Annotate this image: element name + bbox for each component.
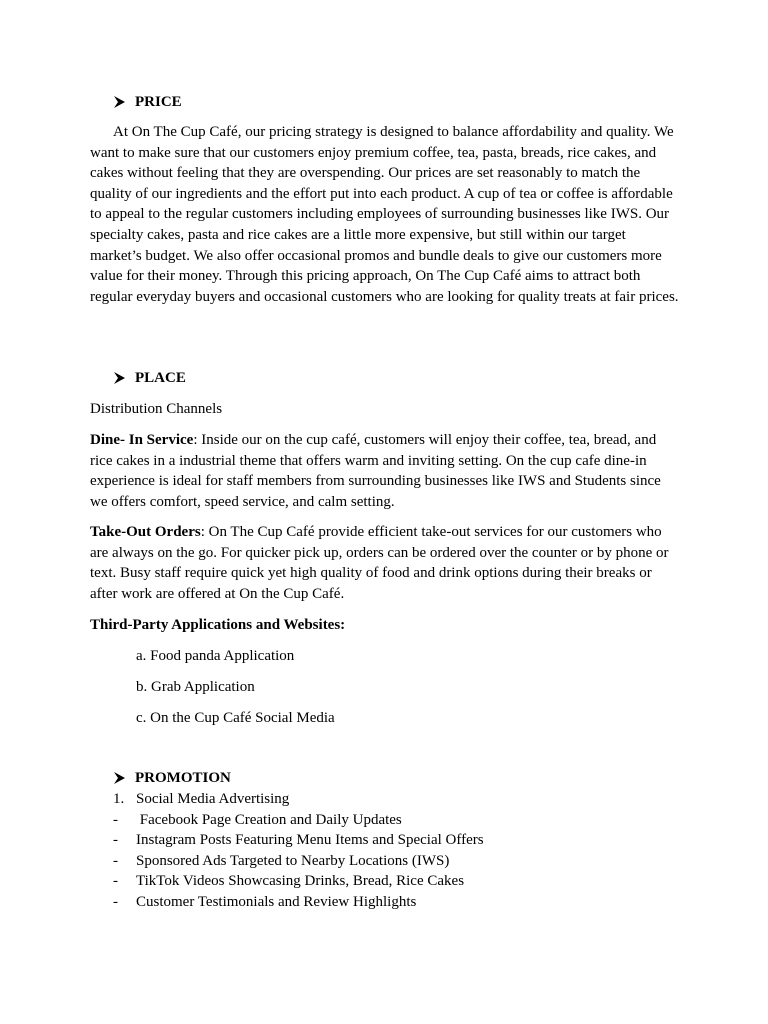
arrow-bullet-icon [113,371,135,385]
price-paragraph: At On The Cup Café, our pricing strategy is designed to balance affordability and quality. We want to make sure that our customers enjoy premium coffee, tea, pasta, breads, rice cakes, and cakes without feeling that they are overspending. Our prices are set reasonably to match the quality of our ingredients and the effort put into each product. A cup of tea or coffee is affordable to appeal to the regular customers including employees of surrounding businesses like IWS. Our specialty cakes, pasta and rice cakes are a little more expensive, but still within our target market’s budget. We also offer occasional promos and bundle deals to give our customers more value for their money. Through this pricing approach, On The Cup Café aims to attract both regular everyday buyers and occasional customers who are looking for quality treats at fair prices. [90,124,679,305]
dash-bullet: - [113,832,118,848]
promotion-heading-text: PROMOTION [135,770,231,786]
third-party-item: a. Food panda Application [136,648,295,664]
dine-in-label: Dine- In Service [90,432,194,448]
third-party-item: c. On the Cup Café Social Media [136,710,335,726]
promotion-heading [113,768,231,788]
dine-in-text: : Inside our on the cup café, customers will enjoy their coffee, tea, bread, and rice cakes in a industrial theme that offers warm and inviting setting. On the cup cafe dine-in experience is ideal for staff members from surrounding businesses like IWS and Students since we offers comfort, speed service, and calm setting. [90,432,661,510]
promotion-item: Customer Testimonials and Review Highlights [136,894,417,910]
dash-bullet: - [113,894,118,910]
take-out-text: : On The Cup Café provide efficient take-out services for our customers who are always on the go. For quicker pick up, orders can be ordered over the counter or by phone or text. Busy staff require quick yet high quality of food and drink options during their breaks or after work are offered at On the Cup Café. [90,524,669,602]
list-number: 1. [113,791,125,807]
promotion-item: TikTok Videos Showcasing Drinks, Bread, Rice Cakes [136,873,465,889]
promotion-item: Instagram Posts Featuring Menu Items and Special Offers [136,832,484,848]
place-heading-text: PLACE [135,370,186,386]
arrow-bullet-icon [113,771,135,785]
promotion-item: Facebook Page Creation and Daily Updates [136,812,402,828]
take-out-label: Take-Out Orders [90,524,201,540]
dash-bullet: - [113,853,118,869]
take-out-paragraph [90,522,680,604]
dine-in-paragraph [90,430,680,512]
dash-bullet: - [113,873,118,889]
arrow-bullet-icon [113,95,135,109]
promotion-list-title: Social Media Advertising [136,791,290,807]
promotion-item: Sponsored Ads Targeted to Nearby Locations (IWS) [136,853,450,869]
distribution-channels-label: Distribution Channels [90,401,223,417]
dash-bullet: - [113,812,118,828]
third-party-label: Third-Party Applications and Websites: [90,617,346,633]
price-heading [113,92,182,112]
third-party-item: b. Grab Application [136,679,255,695]
place-heading [113,368,186,388]
price-heading-text: PRICE [135,94,182,110]
